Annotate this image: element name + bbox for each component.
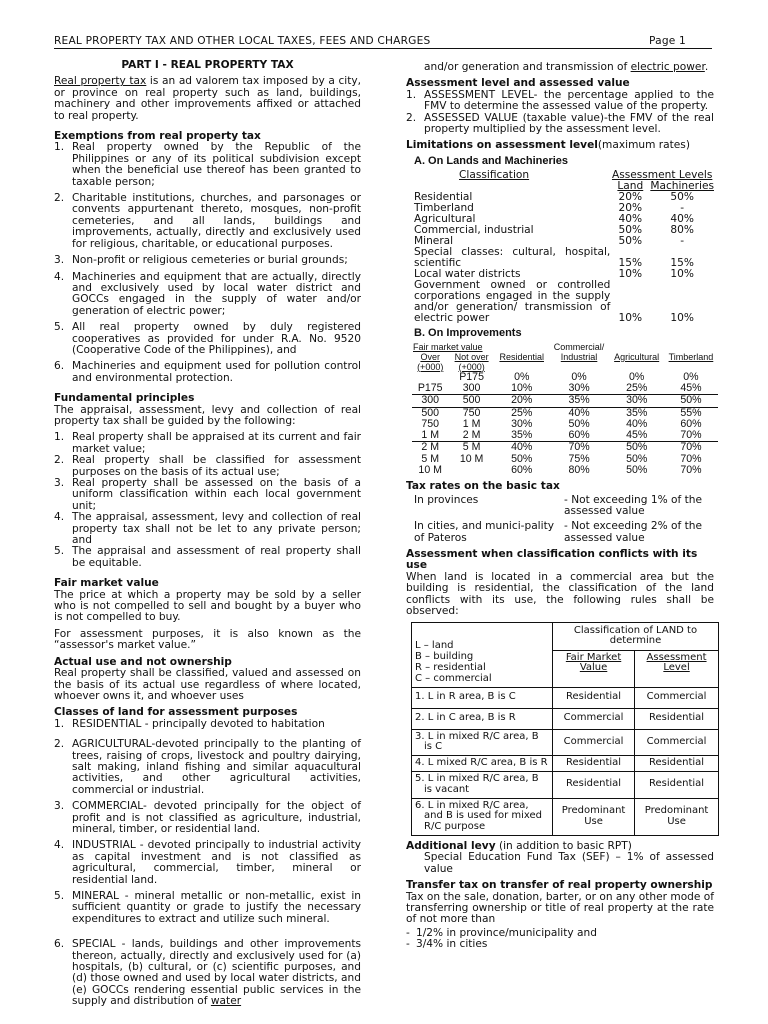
list-item: 1. RESIDENTIAL - principally devoted to habitation (54, 717, 325, 730)
table-row: Special classes: cultural, hospital, scientific 15% 15% (414, 246, 694, 270)
left-column (54, 60, 361, 1008)
assessment-list (406, 90, 714, 136)
list-item: 3. Real property shall be assessed on the basis of a uniform classification within each local government unit; (54, 477, 361, 512)
table-row: Residential 20% 50% (414, 191, 694, 204)
improvements-table: Fair market value Commercial/ Over Not over Residential Industrial Agricultural Timberland (+000) (+000) P175 0% 0% 0% 0% P175 300 10% 30% 25% 45% 300 500 20% 35% 30% 50% 500 750 25% 40% 35% 55% 750 1 M 30% 50% 40% 60% 1 M 2 M 35% 60% 45% 70% 2 M 5 M 40% 70% 50% 70% 5 M 10 M 50% 75% 50% 70% 10 M 60% 80% 50% 70% (412, 342, 718, 477)
fmv-text: The price at which a property may be sold by a seller who is not compelled to sell and bought by a buyer who is not compelled to buy. (54, 588, 361, 624)
part-title: PART I - REAL PROPERTY TAX (121, 59, 294, 71)
table-row: 6. L in mixed R/C area, and B is used for mixed R/C purpose Predominant Use Predominant Use (412, 798, 719, 835)
list-item: 3. COMMERCIAL- devoted principally for the object of profit and is not classified as agriculture, industrial, mineral, timber, or residential land. (54, 800, 361, 835)
column-header: Fair market value (413, 341, 483, 352)
header-title: REAL PROPERTY TAX AND OTHER LOCAL TAXES, FEES AND CHARGES (54, 35, 431, 47)
table-row: In provinces - Not exceeding 1% of the assessed value (414, 493, 703, 518)
table-row: Agricultural 40% 40% (414, 213, 694, 226)
assessment-heading: Assessment level and assessed value (406, 77, 630, 90)
list-item: 2. Charitable institutions, churches, and parsonages or convents appurtenant thereto, mosques, non-profit cemeteries, and all lands, buildings and improvements, actually, directly and exclusively used for religious, charitable, or educational purposes. (54, 192, 361, 250)
actual-use-heading: Actual use and not ownership (54, 655, 232, 668)
list-item: 4. Machineries and equipment that are actually, directly and exclusively used by local water district and GOCCs engaged in the supply of water and/or generation of electric power; (54, 270, 361, 317)
table-row: 1. L in R area, B is C Residential Commercial (412, 687, 719, 708)
table-row: Local water districts 10% 10% (414, 268, 694, 281)
transfer-text: Tax on the sale, donation, barter, or on any other mode of transferring ownership or title of real property at the rate of not more than (406, 890, 714, 926)
table-row: 3. L in mixed R/C area, B is C Commercial Commercial (412, 729, 719, 756)
levy-text: Special Education Fund Tax (SEF) – 1% of assessed value (424, 851, 714, 875)
column-header: Assessment Levels (611, 169, 713, 182)
table-row: 2 M 5 M 40% 70% 50% 70% (421, 441, 702, 454)
fmv-heading: Fair market value (54, 577, 159, 590)
table-row: Government owned or controlled corporations engaged in the supply and/or generation/ transmission of electric power 10% 10% (414, 279, 694, 325)
column-header: Residential (499, 351, 544, 362)
column-header: Not over (454, 351, 489, 362)
table-row: Timberland 20% - (414, 202, 685, 215)
classes-list (54, 719, 361, 1008)
table-row: 750 1 M 30% 50% 40% 60% (421, 417, 702, 430)
list-item: 1. ASSESSMENT LEVEL- the percentage applied to the FMV to determine the assessed value of the property. (406, 88, 714, 113)
table-row: 1 M 2 M 35% 60% 45% 70% (412, 430, 718, 442)
table-row: P175 0% 0% 0% 0% (459, 370, 699, 383)
list-item: 6. SPECIAL - lands, buildings and other improvements thereon, actually, directly and exclusively used for (a) hospitals, (b) cultural, or (c) scientific purposes, and (d) those owned and used by local water districts, and (e) GOCCs rendering essential public services in the supply and distribution of water (54, 938, 361, 1008)
list-item: 5. The appraisal and assessment of real property shall be equitable. (54, 545, 361, 569)
fundamental-heading: Fundamental principles (54, 392, 195, 405)
table-row: In cities, and munici-pality of Pateros - Not exceeding 2% of the assessed value (414, 520, 703, 544)
levy-heading: Additional levy (in addition to basic RPT) (406, 839, 632, 852)
column-header: Commercial/ (553, 341, 605, 352)
intro-paragraph (54, 76, 361, 122)
column-header: Machineries (650, 180, 714, 193)
column-header: Fair Market Value (553, 650, 635, 687)
rates-table (414, 495, 714, 544)
fundamental-intro: The appraisal, assessment, levy and collection of real property tax shall be guided by the following: (54, 403, 361, 427)
column-header: Classification of LAND to determine (553, 623, 719, 650)
right-column (406, 62, 714, 951)
exemptions-heading: Exemptions from real property tax (54, 130, 261, 143)
list-item: 5. MINERAL - mineral metallic or non-metallic, exist in sufficient quantity or grade to justify the necessary expenditures to extract and utilize such mineral. (54, 890, 361, 925)
transfer-heading: Transfer tax on transfer of real property ownership (406, 879, 713, 892)
table-row: 300 500 20% 35% 30% 50% (412, 395, 718, 407)
table-row: Commercial, industrial 50% 80% (414, 224, 694, 237)
classes-heading: Classes of land for assessment purposes (54, 706, 298, 719)
list-item: - 1/2% in province/municipality and (406, 926, 597, 939)
page-header (54, 36, 712, 49)
list-item: 1. Real property owned by the Republic of the Philippines or any of its political subdivision except when the beneficial use thereof has been granted to taxable person; (54, 141, 361, 188)
intro-term: Real property tax (54, 75, 147, 88)
column-header: Assessment Level (635, 650, 719, 687)
conflict-table (411, 622, 719, 836)
table-row: 500 750 25% 40% 35% 55% (421, 406, 702, 419)
table-row: 5. L in mixed R/C area, B is vacant Residential Residential (412, 771, 719, 798)
limits-heading: Limitations on assessment level(maximum rates) (406, 139, 690, 152)
column-header: Industrial (560, 351, 598, 362)
list-item: 2. Real property shall be classified for assessment purposes on the basis of its actual use; (54, 454, 361, 478)
table-row: P175 300 10% 30% 25% 45% (412, 383, 718, 395)
fmv-text-2: For assessment purposes, it is also known as the “assessor's market value.” (54, 627, 361, 652)
fundamental-list (54, 432, 361, 569)
list-item: 1. Real property shall be appraised at its current and fair market value; (54, 431, 361, 455)
column-header: Land (617, 180, 644, 193)
rates-heading: Tax rates on the basic tax (406, 480, 560, 493)
column-header: Agricultural (614, 351, 660, 362)
legend-cell: L – land B – building R – residential C – commercial (412, 623, 553, 687)
list-item: 4. INDUSTRIAL - devoted principally to industrial activity as capital investment and is not classified as agricultural, commercial, timber, mineral or residential land. (54, 839, 361, 886)
table-row: Mineral 50% - (414, 235, 685, 248)
list-item: 2. ASSESSED VALUE (taxable value)-the FMV of the real property multiplied by the assessment level. (406, 111, 714, 136)
table-row: 5 M 10 M 50% 75% 50% 70% (421, 452, 702, 465)
transfer-list (406, 928, 714, 951)
list-item: 3. Non-profit or religious cemeteries or burial grounds; (54, 254, 348, 267)
table-row: 4. L mixed R/C area, B is R Residential Residential (412, 756, 719, 772)
list-item: - 3/4% in cities (406, 938, 488, 951)
actual-use-text: Real property shall be classified, valued and assessed on the basis of its actual use regardless of where located, whoever owns it, and whoever uses (54, 667, 361, 702)
conflict-heading: Assessment when classification conflicts with its use (406, 547, 698, 572)
conflict-text: When land is located in a commercial area but the building is residential, the classification of the land conflicts with its use, the following rules shall be observed: (406, 570, 714, 617)
column-header: Classification (459, 169, 530, 182)
table-row: 2. L in C area, B is R Commercial Residential (412, 708, 719, 729)
page-number: Page 1 (649, 35, 686, 47)
list-item: 2. AGRICULTURAL-devoted principally to the planting of trees, raising of crops, livestock and poultry dairying, salt making, inland fishing and similar aquacultural activities, and other agricultural activities, commercial or industrial. (54, 738, 361, 796)
lands-heading: A. On Lands and Machineries (414, 154, 569, 167)
carry-over-text: and/or generation and transmission of electric power. (424, 61, 709, 73)
intro-rest: is an ad valorem tax imposed by a city, or province on real property such as land, buildings, machinery and other improvements affixed or attached to real property. (54, 75, 362, 122)
table-row: 10 M 60% 80% 50% 70% (418, 464, 702, 477)
column-header: Over (420, 351, 440, 362)
list-item: 5. All real property owned by duly registered cooperatives as provided for under R.A. No. 9520 (Cooperative Code of the Philippines), and (54, 321, 361, 356)
improvements-heading: B. On Improvements (414, 327, 522, 340)
column-header: Timberland (668, 351, 714, 362)
list-item: 6. Machineries and equipment used for pollution control and environmental protection. (54, 360, 361, 384)
exemptions-list (54, 142, 361, 384)
lands-table (414, 170, 714, 324)
list-item: 4. The appraisal, assessment, levy and collection of real property tax shall not be let to any private person; and (54, 511, 361, 547)
